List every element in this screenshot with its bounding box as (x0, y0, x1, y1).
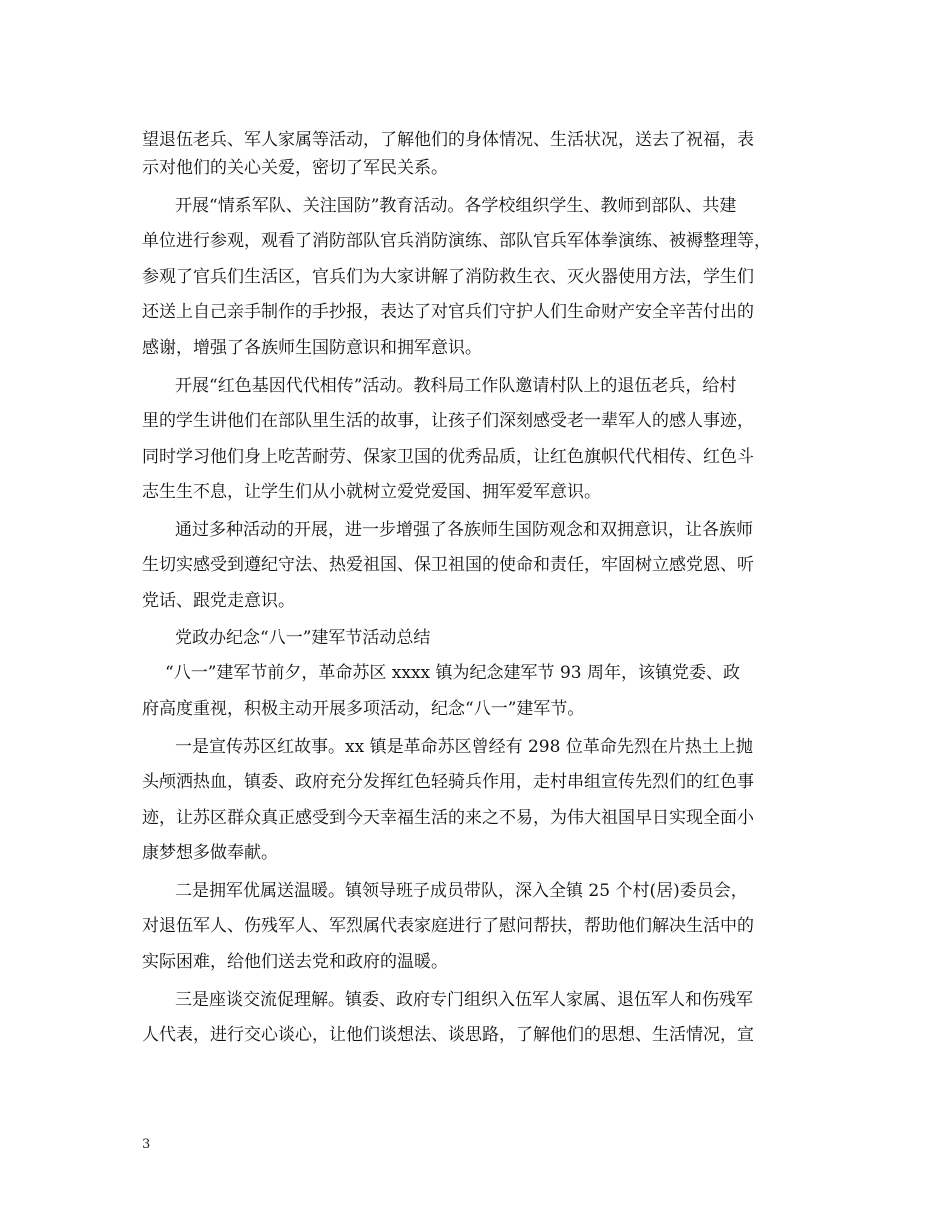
paragraph-line: 康梦想多做奉献。 (142, 843, 278, 863)
paragraph-line: 人代表，进行交心谈心，让他们谈想法、谈思路，了解他们的思想、生活情况，宣 (142, 1025, 754, 1045)
paragraph-line: 生切实感受到遵纪守法、热爱祖国、保卫祖国的使命和责任，牢固树立感党恩、听 (142, 555, 754, 575)
paragraph-line: 二是拥军优属送温暖。镇领导班子成员带队，深入全镇 25 个村(居)委员会， (175, 881, 748, 901)
paragraph-line: 开展“红色基因代代相传”活动。教科局工作队邀请村队上的退伍老兵，给村 (175, 376, 737, 396)
paragraph-line: 头颅洒热血，镇委、政府充分发挥红色轻骑兵作用，走村串组宣传先烈们的红色事 (142, 772, 754, 792)
paragraph-line: 望退伍老兵、军人家属等活动，了解他们的身体情况、生活状况，送去了祝福，表 (142, 130, 754, 150)
paragraph-line: “八一”建军节前夕，革命苏区 xxxx 镇为纪念建军节 93 周年，该镇党委、政 (165, 663, 740, 683)
paragraph-line: 对退伍军人、伤残军人、军烈属代表家庭进行了慰问帮扶，帮助他们解决生活中的 (142, 916, 754, 936)
paragraph-line: 同时学习他们身上吃苦耐劳、保家卫国的优秀品质，让红色旗帜代代相传、红色斗 (142, 447, 754, 467)
paragraph-line: 三是座谈交流促理解。镇委、政府专门组织入伍军人家属、退伍军人和伤残军 (175, 990, 753, 1010)
paragraph-line: 参观了官兵们生活区，官兵们为大家讲解了消防救生衣、灭火器使用方法，学生们 (142, 267, 754, 287)
paragraph-line: 单位进行参观，观看了消防部队官兵消防演练、部队官兵军体拳演练、被褥整理等， (142, 231, 771, 251)
paragraph-line: 里的学生讲他们在部队里生活的故事，让孩子们深刻感受老一辈军人的感人事迹， (142, 411, 754, 431)
paragraph-line: 开展“情系军队、关注国防”教育活动。各学校组织学生、教师到部队、共建 (175, 196, 737, 216)
paragraph-line: 示对他们的关心关爱，密切了军民关系。 (142, 158, 448, 178)
paragraph-line: 通过多种活动的开展，进一步增强了各族师生国防观念和双拥意识，让各族师 (175, 520, 753, 540)
paragraph-line: 迹，让苏区群众真正感受到今天幸福生活的来之不易，为伟大祖国早日实现全面小 (142, 808, 754, 828)
paragraph-line: 府高度重视，积极主动开展多项活动，纪念“八一”建军节。 (142, 699, 585, 719)
page-number: 3 (142, 1137, 151, 1152)
paragraph-line: 感谢，增强了各族师生国防意识和拥军意识。 (142, 338, 482, 358)
paragraph-line: 还送上自己亲手制作的手抄报，表达了对官兵们守护人们生命财产安全辛苦付出的 (142, 302, 754, 322)
paragraph-line: 实际困难，给他们送去党和政府的温暖。 (142, 952, 448, 972)
paragraph-line: 党政办纪念“八一”建军节活动总结 (175, 628, 431, 648)
paragraph-line: 党话、跟党走意识。 (142, 591, 295, 611)
paragraph-line: 一是宣传苏区红故事。xx 镇是革命苏区曾经有 298 位革命先烈在片热土上抛 (175, 737, 753, 757)
paragraph-line: 志生生不息，让学生们从小就树立爱党爱国、拥军爱军意识。 (142, 482, 601, 502)
